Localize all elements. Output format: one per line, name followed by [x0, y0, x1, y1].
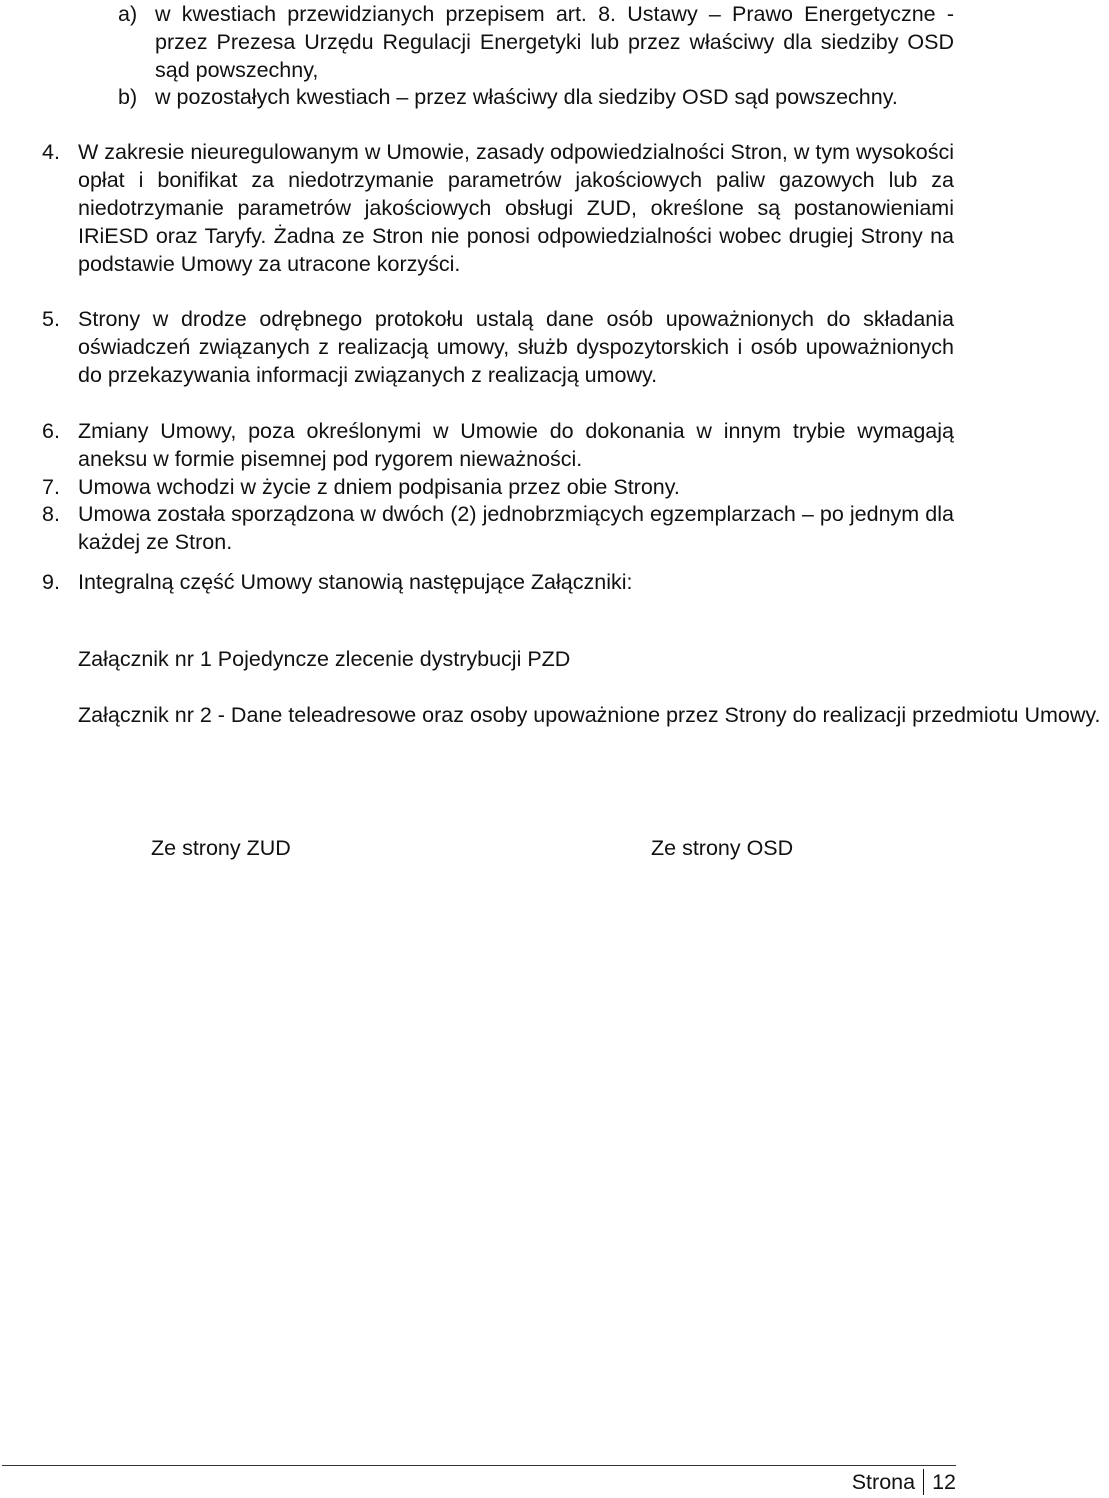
- subitem-a: [118, 0, 954, 84]
- clause-text: Umowa została sporządzona w dwóch (2) jednobrzmiących egzemplarzach – po jednym dla każdej ze Stron.: [78, 502, 954, 554]
- clause-text: Zmiany Umowy, poza określonymi w Umowie do dokonania w innym trybie wymagają aneksu w formie pisemnej pod rygorem nieważności.: [78, 419, 954, 471]
- page-footer: [852, 1468, 956, 1496]
- clause-number: 7.: [42, 475, 60, 499]
- clause-text: W zakresie nieuregulowanym w Umowie, zasady odpowiedzialności Stron, w tym wysokości opłat i bonifikat za niedotrzymanie parametrów jakościowych paliw gazowych lub za niedotrzymanie parametrów jakościowych obsługi ZUD, określone są postanowieniami IRiESD oraz Taryfy. Żadna ze Stron nie ponosi odpowiedzialności wobec drugiej Strony na podstawie Umowy za utracone korzyści.: [78, 140, 954, 276]
- clause-text: Integralną część Umowy stanowią następujące Załączniki:: [78, 570, 633, 594]
- footer-separator: [923, 1469, 924, 1495]
- subitem-label: b): [118, 85, 138, 109]
- signature-zud: Ze strony ZUD: [151, 836, 291, 860]
- subitem-b: [118, 83, 954, 111]
- signature-osd: Ze strony OSD: [651, 836, 794, 860]
- clause-9: [42, 568, 954, 596]
- clause-number: 4.: [42, 140, 60, 164]
- clause-number: 9.: [42, 570, 60, 594]
- clause-5: [42, 305, 954, 389]
- clause-text: Umowa wchodzi w życie z dniem podpisania przez obie Strony.: [78, 475, 680, 499]
- clause-7: [42, 473, 954, 501]
- subitem-text: w pozostałych kwestiach – przez właściwy dla siedziby OSD sąd powszechny.: [155, 85, 898, 109]
- attachment-2: Załącznik nr 2 - Dane teleadresowe oraz osoby upoważnione przez Strony do realizacji przedmiotu Umowy.: [78, 703, 1101, 727]
- clause-6: [42, 417, 954, 473]
- page-number: 12: [932, 1470, 956, 1494]
- clause-text: Strony w drodze odrębnego protokołu ustalą dane osób upoważnionych do składania oświadczeń związanych z realizacją umowy, służb dyspozytorskich i osób upoważnionych do przekazywania informacji związanych z realizacją umowy.: [78, 307, 954, 387]
- subitem-text: w kwestiach przewidzianych przepisem art. 8. Ustawy – Prawo Energetyczne - przez Prezesa Urzędu Regulacji Energetyki lub przez właściwy dla siedziby OSD sąd powszechny,: [155, 2, 954, 82]
- clause-number: 6.: [42, 419, 60, 443]
- clause-number: 8.: [42, 502, 60, 526]
- attachment-1: Załącznik nr 1 Pojedyncze zlecenie dystrybucji PZD: [78, 647, 571, 671]
- clause-4: [42, 138, 954, 278]
- subitem-label: a): [118, 2, 138, 26]
- clause-8: [42, 500, 954, 556]
- footer-label: Strona: [851, 1470, 916, 1494]
- clause-number: 5.: [42, 307, 60, 331]
- footer-divider: [2, 1465, 956, 1466]
